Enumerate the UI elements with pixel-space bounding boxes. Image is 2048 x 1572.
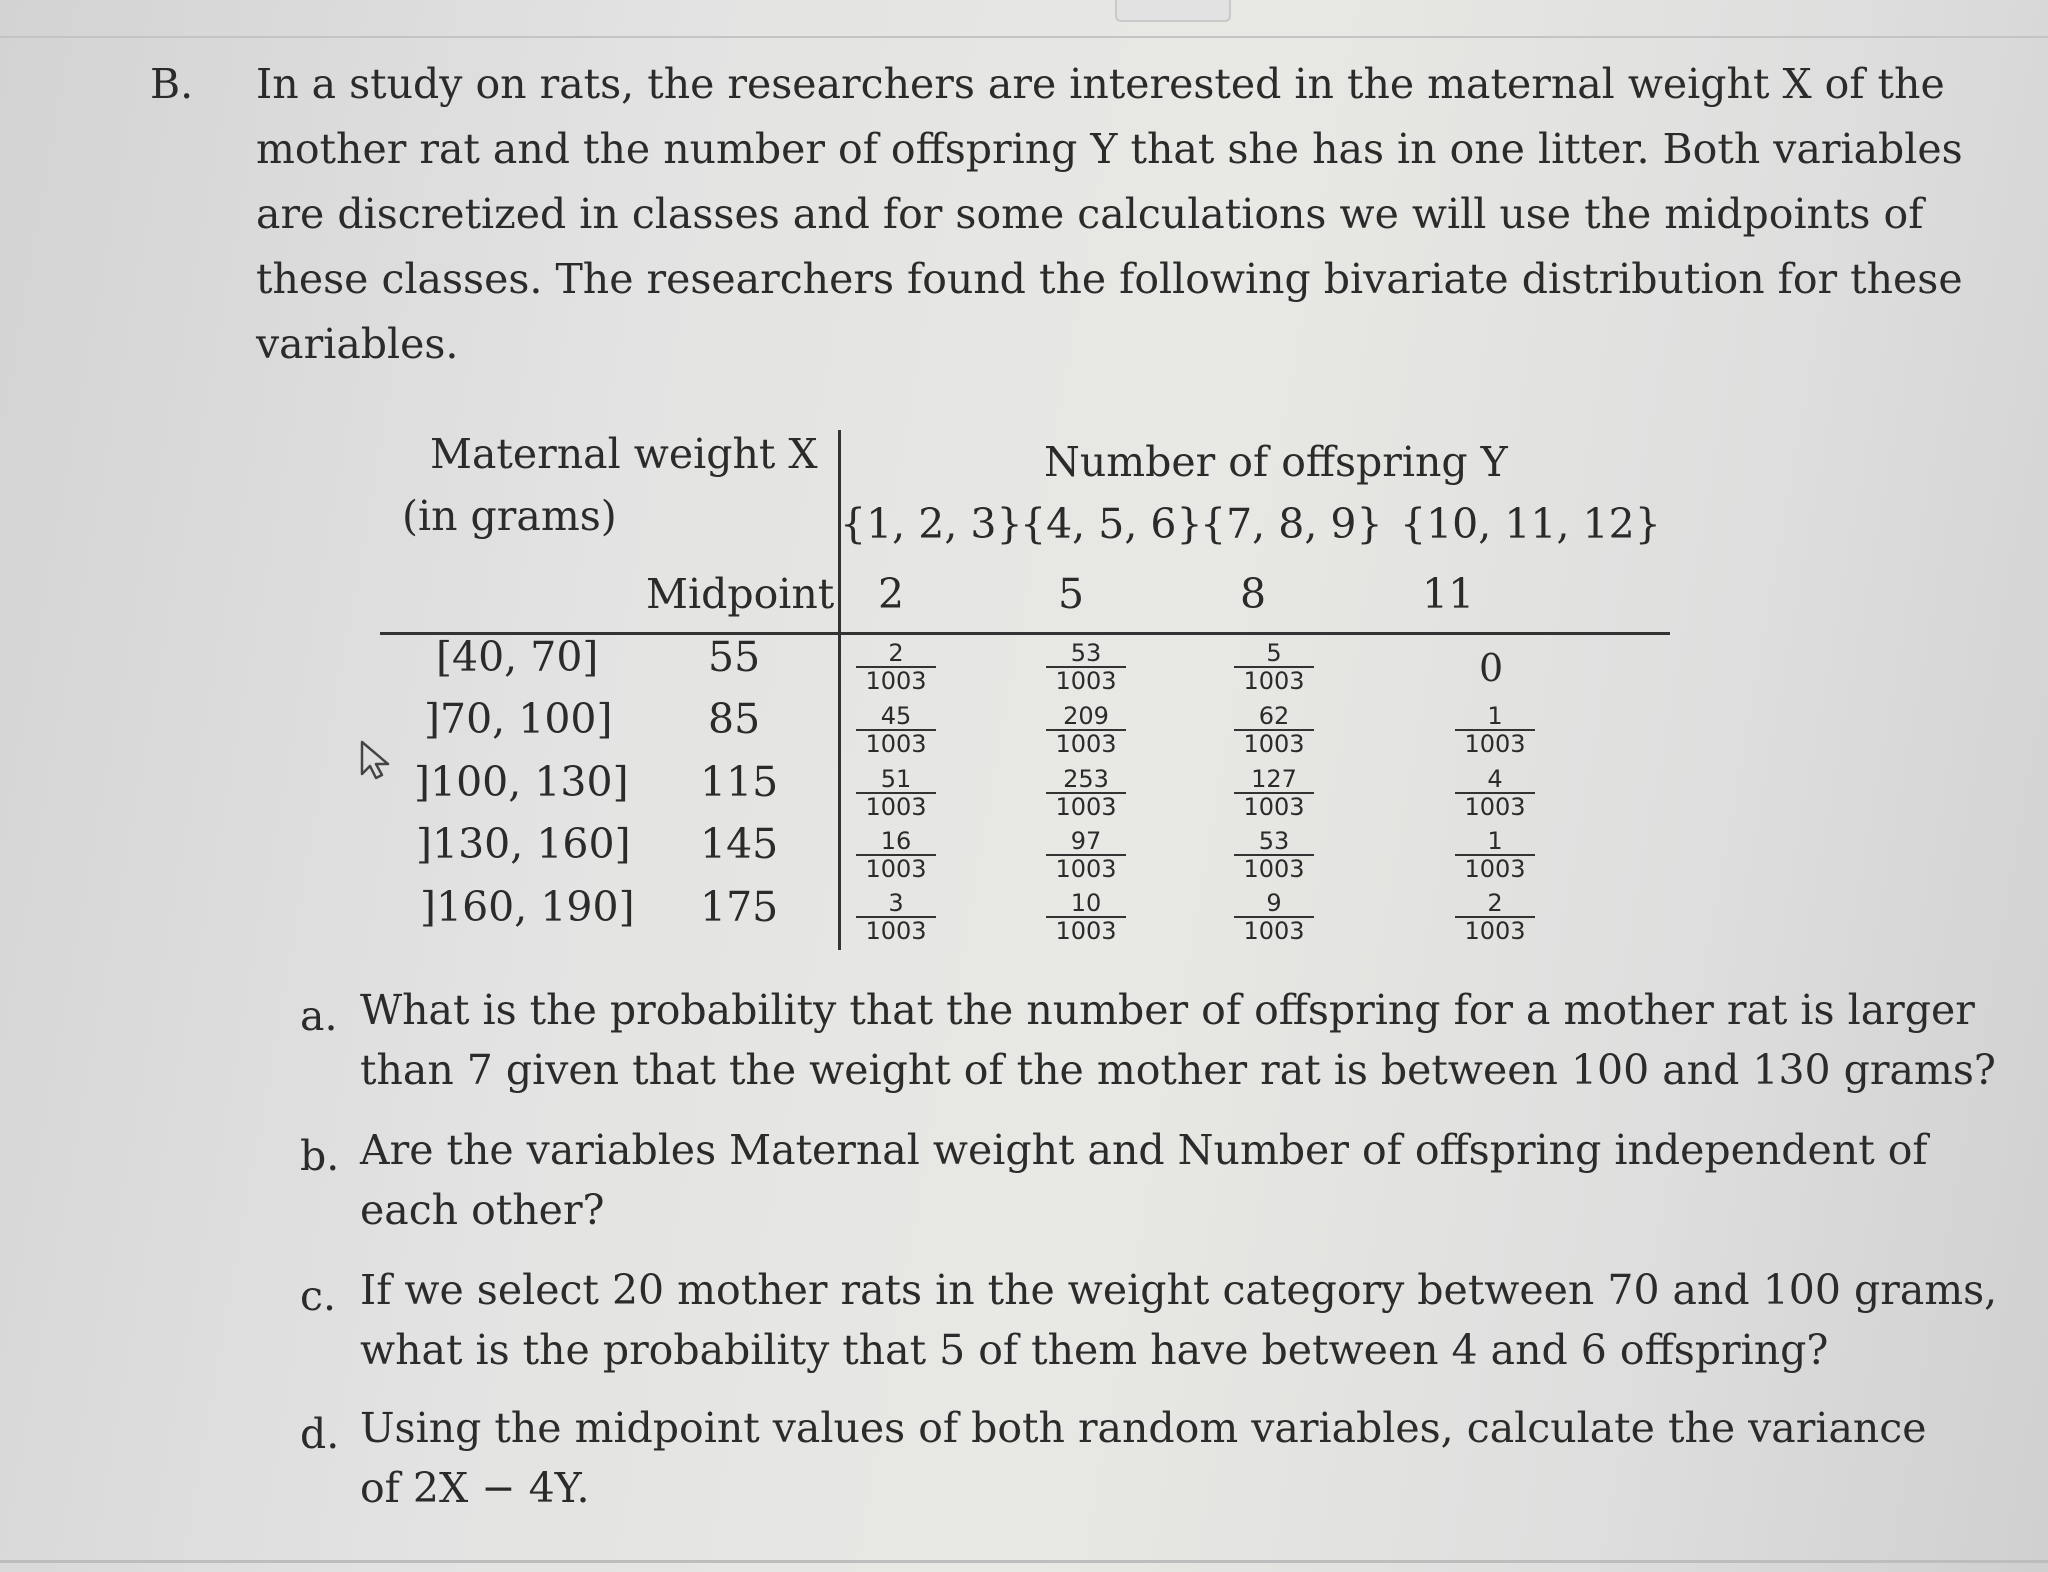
midpoint-label: Midpoint (646, 570, 835, 618)
fraction-numerator: 2 (1455, 890, 1535, 918)
fraction-numerator: 1 (1455, 828, 1535, 856)
fraction-numerator: 97 (1046, 828, 1126, 856)
row-midpoint: 175 (700, 883, 779, 931)
fraction-denominator: 1003 (1055, 793, 1117, 821)
fraction-denominator: 1003 (1464, 730, 1526, 758)
probability-cell (856, 766, 936, 820)
question-text (360, 980, 1996, 1100)
fraction-numerator: 4 (1455, 766, 1535, 794)
question-line: what is the probability that 5 of them have between 4 and 6 offspring? (360, 1326, 1829, 1374)
probability-cell (1455, 828, 1535, 882)
question-line: than 7 given that the weight of the mother rat is between 100 and 130 grams? (360, 1046, 1996, 1094)
probability-cell (1455, 766, 1535, 820)
row-midpoint: 55 (708, 633, 761, 681)
fraction-numerator: 51 (856, 766, 936, 794)
probability-cell (1046, 766, 1126, 820)
fraction-numerator: 3 (856, 890, 936, 918)
problem-line: variables. (256, 320, 459, 368)
row-midpoint: 145 (700, 820, 779, 868)
probability-cell (856, 640, 936, 694)
question-text (360, 1398, 1927, 1518)
probability-cell (856, 890, 936, 944)
problem-text (256, 52, 1963, 377)
probability-cell (856, 828, 936, 882)
question-line: Using the midpoint values of both random variables, calculate the variance (360, 1404, 1927, 1452)
fraction-denominator: 1003 (1055, 667, 1117, 695)
probability-cell (1046, 640, 1126, 694)
column-set-label: {1, 2, 3} (840, 500, 1023, 548)
fraction-numerator: 62 (1234, 703, 1314, 731)
column-header: Number of offspring Y (1044, 438, 1508, 486)
bottom-divider (0, 1560, 2048, 1563)
fraction-denominator: 1003 (1243, 793, 1305, 821)
fraction-denominator: 1003 (865, 917, 927, 945)
top-divider (0, 36, 2048, 38)
row-midpoint: 115 (700, 758, 779, 806)
fraction-numerator: 16 (856, 828, 936, 856)
question-text (360, 1260, 1997, 1380)
column-midpoint: 8 (1240, 570, 1267, 618)
question-label: a. (300, 992, 338, 1040)
column-set-label: {7, 8, 9} (1200, 500, 1383, 548)
row-interval: ]70, 100] (424, 695, 613, 743)
fraction-denominator: 1003 (1055, 917, 1117, 945)
fraction-numerator: 5 (1234, 640, 1314, 668)
probability-cell (856, 703, 936, 757)
fraction-numerator: 53 (1234, 828, 1314, 856)
fraction-denominator: 1003 (865, 855, 927, 883)
probability-cell (1234, 703, 1314, 757)
probability-cell (1046, 703, 1126, 757)
probability-cell (1455, 890, 1535, 944)
fraction-denominator: 1003 (1243, 730, 1305, 758)
row-interval: ]100, 130] (414, 758, 629, 806)
probability-cell-zero: 0 (1479, 646, 1504, 690)
probability-cell (1234, 890, 1314, 944)
fraction-denominator: 1003 (865, 730, 927, 758)
row-interval: [40, 70] (436, 633, 599, 681)
fraction-numerator: 10 (1046, 890, 1126, 918)
fraction-numerator: 1 (1455, 703, 1535, 731)
row-header-line1: Maternal weight X (430, 430, 818, 478)
fraction-denominator: 1003 (1464, 793, 1526, 821)
question-line: of 2X − 4Y. (360, 1464, 590, 1512)
fraction-denominator: 1003 (1055, 855, 1117, 883)
screen-tab (1115, 0, 1231, 22)
probability-cell (1234, 766, 1314, 820)
probability-cell (1234, 828, 1314, 882)
fraction-numerator: 209 (1046, 703, 1126, 731)
probability-cell (1046, 828, 1126, 882)
question-label: d. (300, 1410, 340, 1458)
fraction-numerator: 253 (1046, 766, 1126, 794)
problem-label: B. (150, 60, 194, 108)
fraction-denominator: 1003 (865, 667, 927, 695)
question-line: Are the variables Maternal weight and Number of offspring independent of (360, 1126, 1928, 1174)
fraction-numerator: 2 (856, 640, 936, 668)
row-header-line2: (in grams) (402, 492, 617, 540)
column-set-label: {10, 11, 12} (1400, 500, 1661, 548)
fraction-numerator: 9 (1234, 890, 1314, 918)
bivariate-table (380, 430, 1680, 960)
probability-cell (1455, 703, 1535, 757)
fraction-denominator: 1003 (1464, 855, 1526, 883)
probability-cell (1234, 640, 1314, 694)
problem-line: these classes. The researchers found the following bivariate distribution for these (256, 255, 1963, 303)
row-midpoint: 85 (708, 695, 761, 743)
question-line: What is the probability that the number of offspring for a mother rat is larger (360, 986, 1975, 1034)
problem-line: are discretized in classes and for some calculations we will use the midpoints of (256, 190, 1924, 238)
column-midpoint: 2 (878, 570, 905, 618)
problem-line: mother rat and the number of offspring Y that she has in one litter. Both variables (256, 125, 1963, 173)
question-line: each other? (360, 1186, 605, 1234)
fraction-numerator: 127 (1234, 766, 1314, 794)
question-label: c. (300, 1272, 336, 1320)
mouse-cursor-icon (358, 738, 400, 782)
fraction-numerator: 53 (1046, 640, 1126, 668)
probability-cell (1046, 890, 1126, 944)
column-set-label: {4, 5, 6} (1020, 500, 1203, 548)
fraction-denominator: 1003 (1464, 917, 1526, 945)
row-interval: ]160, 190] (420, 883, 635, 931)
fraction-denominator: 1003 (1055, 730, 1117, 758)
row-interval: ]130, 160] (416, 820, 631, 868)
question-label: b. (300, 1132, 340, 1180)
fraction-denominator: 1003 (1243, 855, 1305, 883)
fraction-numerator: 45 (856, 703, 936, 731)
column-midpoint: 11 (1422, 570, 1475, 618)
fraction-denominator: 1003 (1243, 667, 1305, 695)
problem-line: In a study on rats, the researchers are interested in the maternal weight X of the (256, 60, 1945, 108)
fraction-denominator: 1003 (865, 793, 927, 821)
question-text (360, 1120, 1928, 1240)
fraction-denominator: 1003 (1243, 917, 1305, 945)
question-line: If we select 20 mother rats in the weight category between 70 and 100 grams, (360, 1266, 1998, 1314)
column-midpoint: 5 (1058, 570, 1085, 618)
